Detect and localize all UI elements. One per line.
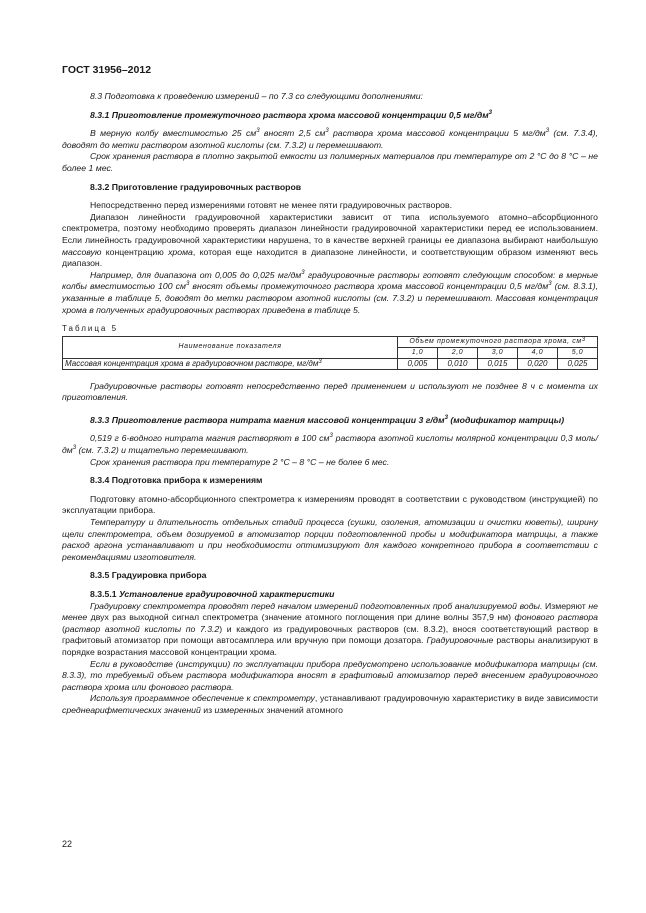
table-cell: 0,015 [477,358,517,369]
paragraph-8-3-3-b: Срок хранения раствора при температуре 2 °С – 8 °С – не более 6 мес. [90,456,390,467]
table-cell: 0,025 [557,358,597,369]
paragraph-8-3-1-b: Срок хранения раствора в плотно закрытой емкости из полимерных материалов при температуре от 2 °С до 8 °С – не более 1 мес. [62,151,598,173]
paragraph-8-3-2-c: Например, для диапазона от 0,005 до 0,025 $мг/дм^3$ градуировочные растворы готовят следующим способом: в мерные колбы вместимостью 100 $см^3$ вносят объемы промежуточного раствора хрома массовой концентрации 0,5 $мг/дм^3$ (см. 8.3.1), указанные в таблице 5, доводят до метки раствором азотной кислоты (см. 7.3.2) и перемешивают. Массовая концентрация хрома в полученных градуировочных растворах приведена в таблице 5. [62,269,598,315]
table-cell: 0,020 [517,358,557,369]
heading-8-3-4: 8.3.4 Подготовка прибора к измерениям [90,475,263,486]
paragraph-8-3-4-b: Температуру и длительность отдельных стадий процесса (сушки, озоления, атомизации и очистки кюветы), ширину щели спектрометра, объем дозируемой в атомизатор порции подготовленной пробы и модификатора матрицы, а также расход аргона устанавливают и при необходимости оптимизируют для каждого конкретного прибора в соответствии с рекомендациями изготовителя. [62,517,598,562]
section-8-3: 8.3 Подготовка к проведению измерений – по 7.3 со следующими дополнениями: [90,91,423,101]
table-cell: 2,0 [437,347,477,358]
table-header-indicator: Наименование показателя [63,336,398,358]
heading-8-3-5: 8.3.5 Градуировка прибора [90,570,207,581]
page-content [62,91,598,717]
table-5 [62,336,598,370]
table-header-row [63,336,598,347]
paragraph-8-3-4-a: Подготовку атомно-абсорбционного спектрометра к измерениям проводят в соответствии с руководством (инструкцией) по эксплуатации прибора. [62,493,598,516]
paragraph-8-3-1-a: В мерную колбу вместимостью 25 $см^3$ вносят 2,5 $см^3$ раствора хрома массовой концентрации 5 $мг/дм^3$ (см. 7.3.4), доводят до метки раствором азотной кислоты (см. 7.3.2) и перемешивают. [62,128,598,150]
table-cell: 3,0 [477,347,517,358]
table-cell: 5,0 [557,347,597,358]
table-cell: 0,005 [398,358,438,369]
heading-8-3-5-1: 8.3.5.1 Установление градуировочной характеристики [90,589,335,599]
table-5-caption: Таблица 5 [62,324,119,334]
paragraph-8-3-2-a: Непосредственно перед измерениями готовят не менее пяти градуировочных растворов. [90,200,453,211]
page-number: 22 [62,839,73,849]
table-header-volume: Объем промежуточного раствора хрома, $см^3$ [398,336,598,347]
standard-header: ГОСТ 31956–2012 [62,64,152,76]
heading-8-3-2: 8.3.2 Приготовление градуировочных растворов [90,181,302,192]
heading-8-3-3: 8.3.3 Приготовление раствора нитрата магния массовой концентрации 3 $г/дм^3$ (модификатор матрицы) [90,414,565,425]
paragraph-8-3-5-1-a: Градуировку спектрометра проводят перед началом измерений подготовленных проб анализируемой воды. Измеряют не менее двух раз выходной сигнал спектрометра (значение атомного поглощения при длине волны 357,9 нм) фонового раствора (раствор азотной кислоты по 7.3.2) и каждого из градуировочных растворов (см. 8.3.2), внося соответствующий раствор в графитовый атомизатор при помощи автосамплера или вручную при помощи дозатора. Градуировочные растворы анализируют в порядке возрастания массовой концентрации хрома. [62,600,599,657]
table-row-label: Массовая концентрация хрома в градуировочном растворе, $мг/дм^3$ [63,358,398,369]
paragraph-after-table: Градуировочные растворы готовят непосредственно перед применением и используют не позднее 8 ч с момента их приготовления. [62,380,598,403]
heading-8-3-1: 8.3.1 Приготовление промежуточного раствора хрома массовой концентрации 0,5 $мг/дм^3$ [90,109,492,120]
paragraph-8-3-3-a: 0,519 г 6-водного нитрата магния растворяют в 100 $см^3$ раствора азотной кислоты молярной концентрации 0,3 моль/$дм^3$ (см. 7.3.2) и тщательно перемешивают. [62,433,598,456]
table-row [63,358,598,369]
table-cell: 1,0 [398,347,438,358]
paragraph-8-3-5-1-c: Используя программное обеспечение к спектрометру, устанавливают градуировочную характеристику в виде зависимости среднеарифметических значений из измеренных значений атомного [62,693,598,715]
paragraph-8-3-2-b: Диапазон линейности градуировочной характеристики зависит от типа используемого атомно–абсорбционного спектрометра, поэтому необходимо проверять диапазон линейности градуировочной характеристики перед ее использованием. Если линейность градуировочной характеристики нарушена, то в качестве верхней границы ее диапазона выбирают наибольшую массовую концентрацию хрома, которая еще находится в диапазоне линейности, и соответствующим образом изменяют весь диапазон. [62,211,598,269]
table-cell: 0,010 [437,358,477,369]
paragraph-8-3-5-1-b: Если в руководстве (инструкции) по эксплуатации прибора предусмотрено использование модификатора матрицы (см. 8.3.3), то требуемый объем раствора модификатора вносят в графитовый атомизатор перед внесением градуировочного раствора хрома или фонового раствора. [62,658,598,692]
table-cell: 4,0 [517,347,557,358]
